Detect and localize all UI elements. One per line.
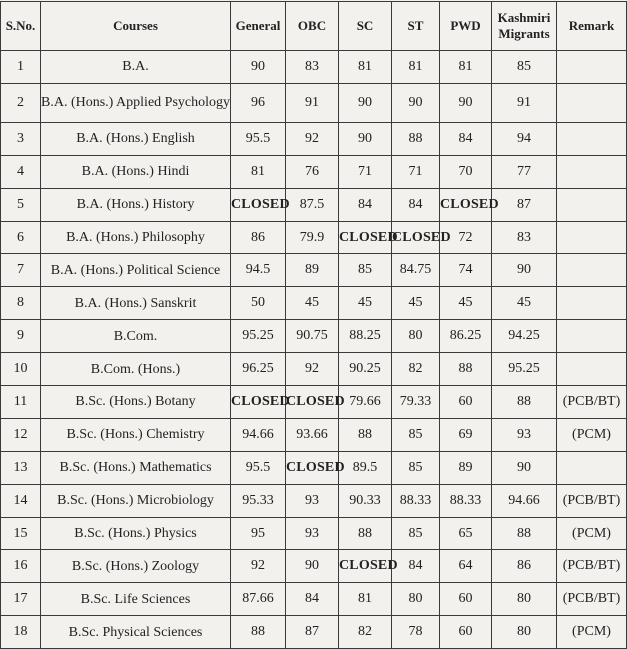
sc-cutoff-cell: 81 xyxy=(339,583,392,616)
sno-cell: 16 xyxy=(1,550,41,583)
obc-cutoff-cell: 76 xyxy=(286,155,339,188)
kashmiri-migrants-cutoff-cell: 85 xyxy=(492,51,557,84)
st-cutoff-cell: 81 xyxy=(392,51,440,84)
kashmiri-migrants-cutoff-cell: 83 xyxy=(492,221,557,254)
table-row xyxy=(1,320,627,353)
table-row xyxy=(1,155,627,188)
remark-cell: (PCB/BT) xyxy=(557,550,627,583)
sc-cutoff-cell: 90 xyxy=(339,83,392,122)
sno-cell: 11 xyxy=(1,386,41,419)
pwd-cutoff-cell: 86.25 xyxy=(440,320,492,353)
sc-cutoff-cell: 79.66 xyxy=(339,386,392,419)
pwd-cutoff-cell: 65 xyxy=(440,517,492,550)
kashmiri-migrants-cutoff-cell: 93 xyxy=(492,418,557,451)
remark-cell: (PCM) xyxy=(557,517,627,550)
header-sno: S.No. xyxy=(1,2,41,51)
table-row xyxy=(1,83,627,122)
obc-cutoff-cell: 87 xyxy=(286,616,339,649)
pwd-cutoff-cell: 89 xyxy=(440,451,492,484)
st-cutoff-cell: 84 xyxy=(392,550,440,583)
general-cutoff-cell: 50 xyxy=(231,287,286,320)
st-cutoff-cell: 80 xyxy=(392,583,440,616)
sc-cutoff-cell: 90.25 xyxy=(339,353,392,386)
st-cutoff-cell: 80 xyxy=(392,320,440,353)
table-row xyxy=(1,122,627,155)
general-cutoff-cell: 95.25 xyxy=(231,320,286,353)
kashmiri-migrants-cutoff-cell: 80 xyxy=(492,616,557,649)
sno-cell: 2 xyxy=(1,83,41,122)
sno-cell: 13 xyxy=(1,451,41,484)
sc-cutoff-cell: 45 xyxy=(339,287,392,320)
header-courses: Courses xyxy=(41,2,231,51)
st-cutoff-cell: 88 xyxy=(392,122,440,155)
pwd-cutoff-cell: 60 xyxy=(440,386,492,419)
st-cutoff-cell: 88.33 xyxy=(392,484,440,517)
sno-cell: 5 xyxy=(1,188,41,221)
pwd-cutoff-cell: 74 xyxy=(440,254,492,287)
remark-cell xyxy=(557,320,627,353)
course-name-cell: B.Sc. (Hons.) Physics xyxy=(41,517,231,550)
pwd-cutoff-cell: CLOSED xyxy=(440,188,492,221)
sc-cutoff-cell: 88 xyxy=(339,418,392,451)
course-name-cell: B.A. (Hons.) Applied Psychology xyxy=(41,83,231,122)
table-body xyxy=(1,51,627,649)
kashmiri-migrants-cutoff-cell: 87 xyxy=(492,188,557,221)
header-pwd: PWD xyxy=(440,2,492,51)
kashmiri-migrants-cutoff-cell: 95.25 xyxy=(492,353,557,386)
sno-cell: 15 xyxy=(1,517,41,550)
general-cutoff-cell: 87.66 xyxy=(231,583,286,616)
remark-cell: (PCB/BT) xyxy=(557,583,627,616)
course-name-cell: B.Sc. Physical Sciences xyxy=(41,616,231,649)
sno-cell: 1 xyxy=(1,51,41,84)
sc-cutoff-cell: 85 xyxy=(339,254,392,287)
remark-cell: (PCM) xyxy=(557,418,627,451)
sc-cutoff-cell: 90 xyxy=(339,122,392,155)
general-cutoff-cell: 95.5 xyxy=(231,122,286,155)
pwd-cutoff-cell: 88 xyxy=(440,353,492,386)
course-name-cell: B.Sc. (Hons.) Chemistry xyxy=(41,418,231,451)
kashmiri-migrants-cutoff-cell: 77 xyxy=(492,155,557,188)
obc-cutoff-cell: 93 xyxy=(286,484,339,517)
obc-cutoff-cell: 90.75 xyxy=(286,320,339,353)
remark-cell: (PCB/BT) xyxy=(557,386,627,419)
remark-cell xyxy=(557,254,627,287)
cutoff-table xyxy=(0,1,627,649)
table-row xyxy=(1,583,627,616)
general-cutoff-cell: 92 xyxy=(231,550,286,583)
obc-cutoff-cell: 90 xyxy=(286,550,339,583)
st-cutoff-cell: 82 xyxy=(392,353,440,386)
table-row xyxy=(1,188,627,221)
remark-cell xyxy=(557,221,627,254)
course-name-cell: B.A. (Hons.) Philosophy xyxy=(41,221,231,254)
pwd-cutoff-cell: 72 xyxy=(440,221,492,254)
course-name-cell: B.A. (Hons.) English xyxy=(41,122,231,155)
table-row xyxy=(1,517,627,550)
course-name-cell: B.Sc. Life Sciences xyxy=(41,583,231,616)
table-row xyxy=(1,254,627,287)
pwd-cutoff-cell: 81 xyxy=(440,51,492,84)
remark-cell xyxy=(557,451,627,484)
header-row xyxy=(1,2,627,51)
sc-cutoff-cell: CLOSED xyxy=(339,550,392,583)
table-row xyxy=(1,287,627,320)
table-row xyxy=(1,353,627,386)
kashmiri-migrants-cutoff-cell: 88 xyxy=(492,386,557,419)
sc-cutoff-cell: 82 xyxy=(339,616,392,649)
kashmiri-migrants-cutoff-cell: 94.25 xyxy=(492,320,557,353)
remark-cell xyxy=(557,51,627,84)
table-row xyxy=(1,616,627,649)
sc-cutoff-cell: 88.25 xyxy=(339,320,392,353)
sno-cell: 10 xyxy=(1,353,41,386)
remark-cell xyxy=(557,122,627,155)
course-name-cell: B.Com. (Hons.) xyxy=(41,353,231,386)
sno-cell: 9 xyxy=(1,320,41,353)
table-row xyxy=(1,418,627,451)
general-cutoff-cell: 94.5 xyxy=(231,254,286,287)
remark-cell xyxy=(557,155,627,188)
table-row xyxy=(1,550,627,583)
kashmiri-migrants-cutoff-cell: 86 xyxy=(492,550,557,583)
obc-cutoff-cell: 92 xyxy=(286,122,339,155)
sc-cutoff-cell: 90.33 xyxy=(339,484,392,517)
sno-cell: 3 xyxy=(1,122,41,155)
obc-cutoff-cell: 93.66 xyxy=(286,418,339,451)
obc-cutoff-cell: 79.9 xyxy=(286,221,339,254)
pwd-cutoff-cell: 64 xyxy=(440,550,492,583)
obc-cutoff-cell: 87.5 xyxy=(286,188,339,221)
st-cutoff-cell: 85 xyxy=(392,451,440,484)
remark-cell xyxy=(557,188,627,221)
obc-cutoff-cell: 91 xyxy=(286,83,339,122)
general-cutoff-cell: 94.66 xyxy=(231,418,286,451)
general-cutoff-cell: 86 xyxy=(231,221,286,254)
kashmiri-migrants-cutoff-cell: 80 xyxy=(492,583,557,616)
sno-cell: 17 xyxy=(1,583,41,616)
pwd-cutoff-cell: 90 xyxy=(440,83,492,122)
st-cutoff-cell: 84.75 xyxy=(392,254,440,287)
sc-cutoff-cell: 88 xyxy=(339,517,392,550)
sc-cutoff-cell: 81 xyxy=(339,51,392,84)
obc-cutoff-cell: CLOSED xyxy=(286,451,339,484)
header-obc: OBC xyxy=(286,2,339,51)
kashmiri-migrants-cutoff-cell: 90 xyxy=(492,254,557,287)
st-cutoff-cell: 78 xyxy=(392,616,440,649)
kashmiri-migrants-cutoff-cell: 90 xyxy=(492,451,557,484)
general-cutoff-cell: 88 xyxy=(231,616,286,649)
pwd-cutoff-cell: 45 xyxy=(440,287,492,320)
st-cutoff-cell: 84 xyxy=(392,188,440,221)
general-cutoff-cell: 95.5 xyxy=(231,451,286,484)
general-cutoff-cell: 90 xyxy=(231,51,286,84)
pwd-cutoff-cell: 84 xyxy=(440,122,492,155)
pwd-cutoff-cell: 70 xyxy=(440,155,492,188)
remark-cell xyxy=(557,353,627,386)
sno-cell: 7 xyxy=(1,254,41,287)
table-row xyxy=(1,386,627,419)
st-cutoff-cell: 85 xyxy=(392,517,440,550)
course-name-cell: B.A. (Hons.) Political Science xyxy=(41,254,231,287)
st-cutoff-cell: CLOSED xyxy=(392,221,440,254)
table-row xyxy=(1,221,627,254)
remark-cell: (PCB/BT) xyxy=(557,484,627,517)
obc-cutoff-cell: 83 xyxy=(286,51,339,84)
obc-cutoff-cell: 92 xyxy=(286,353,339,386)
sno-cell: 4 xyxy=(1,155,41,188)
obc-cutoff-cell: 93 xyxy=(286,517,339,550)
course-name-cell: B.Sc. (Hons.) Zoology xyxy=(41,550,231,583)
kashmiri-migrants-cutoff-cell: 94.66 xyxy=(492,484,557,517)
sno-cell: 8 xyxy=(1,287,41,320)
header-kashmiri-migrants: Kashmiri Migrants xyxy=(492,2,557,51)
st-cutoff-cell: 71 xyxy=(392,155,440,188)
remark-cell: (PCM) xyxy=(557,616,627,649)
kashmiri-migrants-cutoff-cell: 88 xyxy=(492,517,557,550)
remark-cell xyxy=(557,287,627,320)
course-name-cell: B.Com. xyxy=(41,320,231,353)
table-row xyxy=(1,451,627,484)
course-name-cell: B.A. (Hons.) Sanskrit xyxy=(41,287,231,320)
sc-cutoff-cell: CLOSED xyxy=(339,221,392,254)
general-cutoff-cell: CLOSED xyxy=(231,188,286,221)
general-cutoff-cell: 95.33 xyxy=(231,484,286,517)
remark-cell xyxy=(557,83,627,122)
course-name-cell: B.A. (Hons.) Hindi xyxy=(41,155,231,188)
pwd-cutoff-cell: 69 xyxy=(440,418,492,451)
kashmiri-migrants-cutoff-cell: 91 xyxy=(492,83,557,122)
general-cutoff-cell: 96 xyxy=(231,83,286,122)
header-sc: SC xyxy=(339,2,392,51)
sno-cell: 14 xyxy=(1,484,41,517)
sno-cell: 6 xyxy=(1,221,41,254)
header-general: General xyxy=(231,2,286,51)
sc-cutoff-cell: 84 xyxy=(339,188,392,221)
pwd-cutoff-cell: 88.33 xyxy=(440,484,492,517)
st-cutoff-cell: 45 xyxy=(392,287,440,320)
general-cutoff-cell: 95 xyxy=(231,517,286,550)
general-cutoff-cell: CLOSED xyxy=(231,386,286,419)
course-name-cell: B.A. (Hons.) History xyxy=(41,188,231,221)
obc-cutoff-cell: 45 xyxy=(286,287,339,320)
st-cutoff-cell: 90 xyxy=(392,83,440,122)
sc-cutoff-cell: 71 xyxy=(339,155,392,188)
sno-cell: 18 xyxy=(1,616,41,649)
course-name-cell: B.Sc. (Hons.) Mathematics xyxy=(41,451,231,484)
course-name-cell: B.Sc. (Hons.) Microbiology xyxy=(41,484,231,517)
course-name-cell: B.A. xyxy=(41,51,231,84)
table-row xyxy=(1,484,627,517)
st-cutoff-cell: 85 xyxy=(392,418,440,451)
table-row xyxy=(1,51,627,84)
pwd-cutoff-cell: 60 xyxy=(440,616,492,649)
obc-cutoff-cell: 89 xyxy=(286,254,339,287)
general-cutoff-cell: 96.25 xyxy=(231,353,286,386)
obc-cutoff-cell: 84 xyxy=(286,583,339,616)
course-name-cell: B.Sc. (Hons.) Botany xyxy=(41,386,231,419)
kashmiri-migrants-cutoff-cell: 45 xyxy=(492,287,557,320)
header-remark: Remark xyxy=(557,2,627,51)
sno-cell: 12 xyxy=(1,418,41,451)
obc-cutoff-cell: CLOSED xyxy=(286,386,339,419)
general-cutoff-cell: 81 xyxy=(231,155,286,188)
kashmiri-migrants-cutoff-cell: 94 xyxy=(492,122,557,155)
sc-cutoff-cell: 89.5 xyxy=(339,451,392,484)
st-cutoff-cell: 79.33 xyxy=(392,386,440,419)
pwd-cutoff-cell: 60 xyxy=(440,583,492,616)
header-st: ST xyxy=(392,2,440,51)
